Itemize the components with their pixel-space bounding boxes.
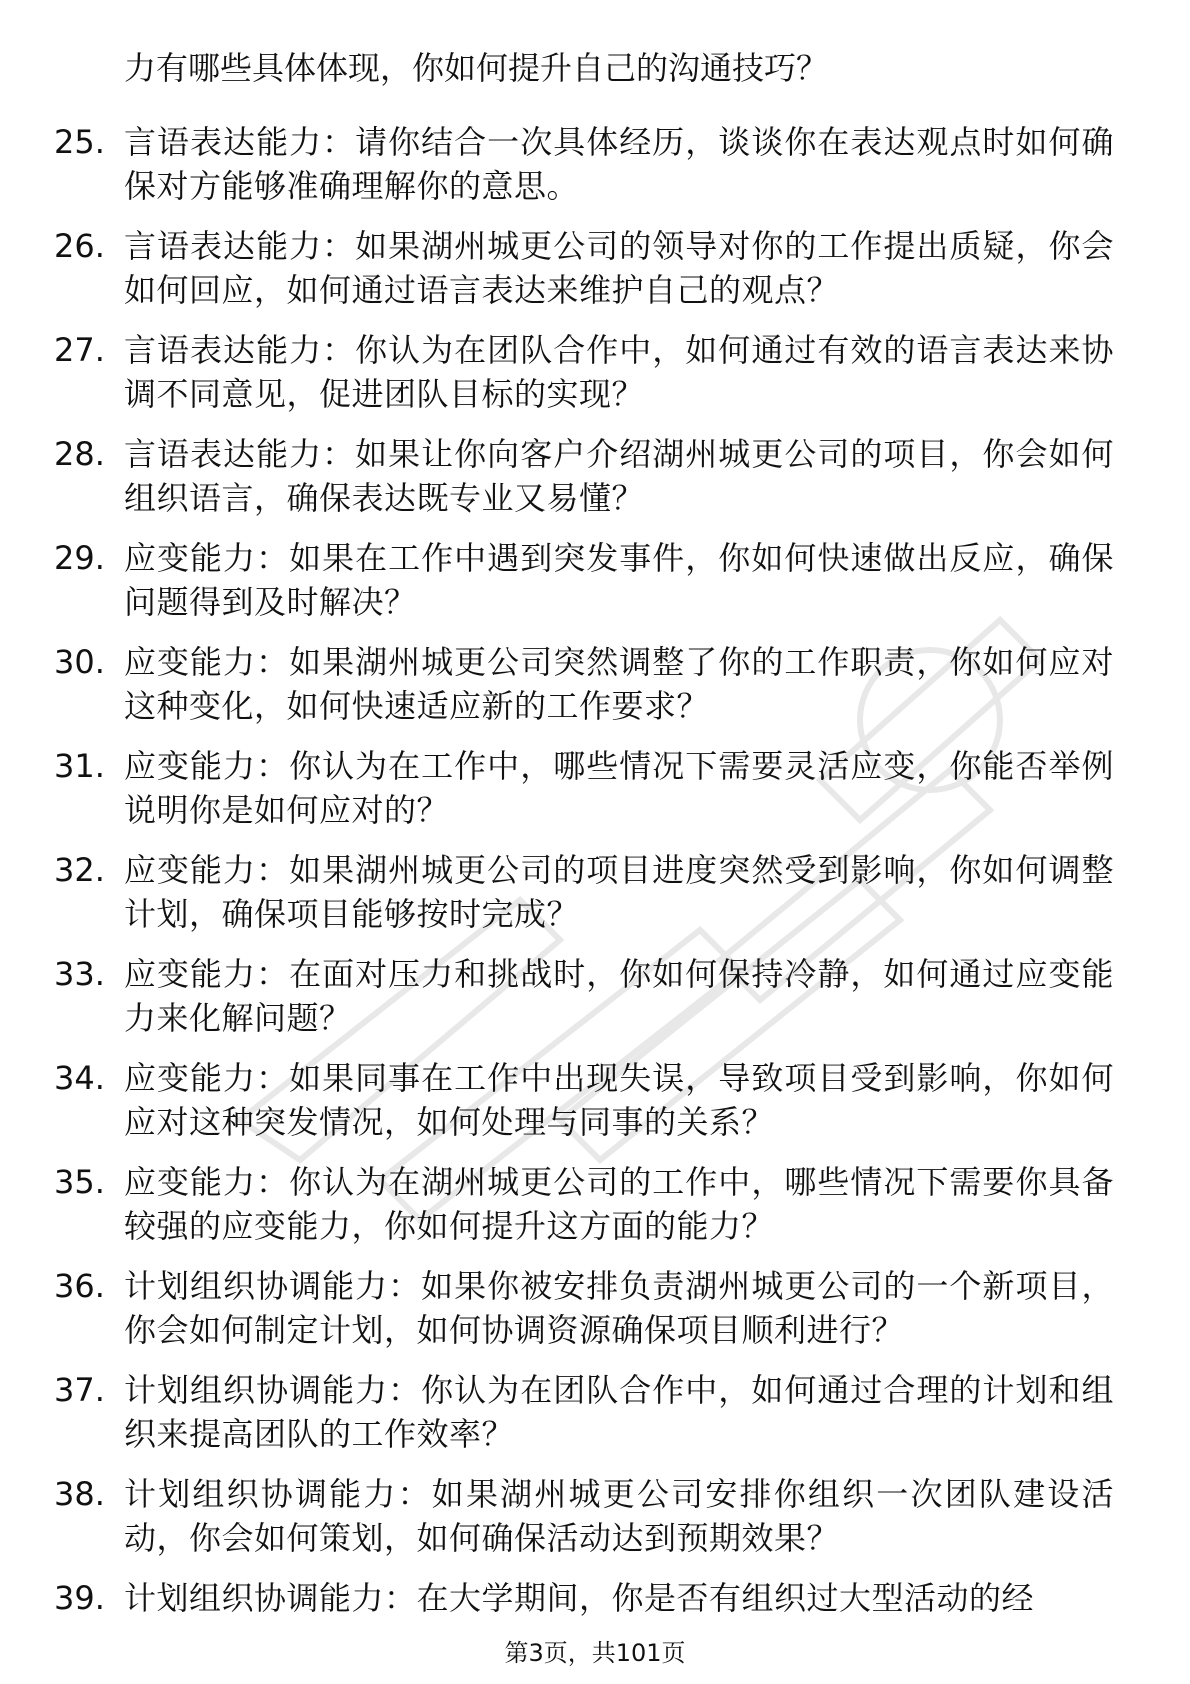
- list-item: [0, 320, 1190, 424]
- item-number: 36.: [54, 1267, 105, 1305]
- list-item: [0, 1256, 1190, 1360]
- item-number: 25.: [54, 123, 105, 161]
- item-text: 言语表达能力：你认为在团队合作中，如何通过有效的语言表达来协调不同意见，促进团队目标的实现？: [124, 331, 1114, 413]
- list-item: [0, 840, 1190, 944]
- item-text: 应变能力：你认为在工作中，哪些情况下需要灵活应变，你能否举例说明你是如何应对的？: [124, 747, 1114, 829]
- item-number: 34.: [54, 1059, 105, 1097]
- item-text: 言语表达能力：请你结合一次具体经历，谈谈你在表达观点时如何确保对方能够准确理解你的意思。: [124, 123, 1114, 205]
- list-item: [0, 1048, 1190, 1152]
- list-item: [0, 1360, 1190, 1464]
- question-list: [0, 112, 1190, 1672]
- list-item: [0, 632, 1190, 736]
- item-number: 37.: [54, 1371, 105, 1409]
- item-number: 33.: [54, 955, 105, 993]
- item-text: 计划组织协调能力：如果你被安排负责湖州城更公司的一个新项目，你会如何制定计划，如何协调资源确保项目顺利进行？: [124, 1267, 1114, 1349]
- item-number: 28.: [54, 435, 105, 473]
- item-text: 应变能力：你认为在湖州城更公司的工作中，哪些情况下需要你具备较强的应变能力，你如何提升这方面的能力？: [124, 1163, 1114, 1245]
- page-footer: 第3页，共101页: [504, 1639, 686, 1667]
- continuation-text: 力有哪些具体体现，你如何提升自己的沟通技巧？: [124, 49, 829, 87]
- item-number: 26.: [54, 227, 105, 265]
- item-text: 言语表达能力：如果让你向客户介绍湖州城更公司的项目，你会如何组织语言，确保表达既专业又易懂？: [124, 435, 1114, 517]
- item-text: 应变能力：如果在工作中遇到突发事件，你如何快速做出反应，确保问题得到及时解决？: [124, 539, 1114, 621]
- item-text: 计划组织协调能力：你认为在团队合作中，如何通过合理的计划和组织来提高团队的工作效率？: [124, 1371, 1114, 1453]
- list-item: [0, 112, 1190, 216]
- list-item: [0, 1152, 1190, 1256]
- item-text: 应变能力：在面对压力和挑战时，你如何保持冷静，如何通过应变能力来化解问题？: [124, 955, 1114, 1037]
- item-text: 应变能力：如果同事在工作中出现失误，导致项目受到影响，你如何应对这种突发情况，如何处理与同事的关系？: [124, 1059, 1114, 1141]
- item-number: 30.: [54, 643, 105, 681]
- item-number: 32.: [54, 851, 105, 889]
- list-item: [0, 424, 1190, 528]
- item-number: 39.: [54, 1579, 105, 1617]
- list-item: [0, 736, 1190, 840]
- item-number: 27.: [54, 331, 105, 369]
- item-text: 应变能力：如果湖州城更公司的项目进度突然受到影响，你如何调整计划，确保项目能够按时完成？: [124, 851, 1114, 933]
- item-number: 29.: [54, 539, 105, 577]
- list-item: [0, 1464, 1190, 1568]
- item-text: 应变能力：如果湖州城更公司突然调整了你的工作职责，你如何应对这种变化，如何快速适应新的工作要求？: [124, 643, 1114, 725]
- item-number: 35.: [54, 1163, 105, 1201]
- list-item: [0, 528, 1190, 632]
- item-text: 计划组织协调能力：在大学期间，你是否有组织过大型活动的经: [124, 1579, 1035, 1617]
- item-text: 计划组织协调能力：如果湖州城更公司安排你组织一次团队建设活动，你会如何策划，如何确保活动达到预期效果？: [124, 1475, 1114, 1557]
- list-item: [0, 944, 1190, 1048]
- item-text: 言语表达能力：如果湖州城更公司的领导对你的工作提出质疑，你会如何回应，如何通过语言表达来维护自己的观点？: [124, 227, 1114, 309]
- item-number: 31.: [54, 747, 105, 785]
- item-number: 38.: [54, 1475, 105, 1513]
- list-item: [0, 216, 1190, 320]
